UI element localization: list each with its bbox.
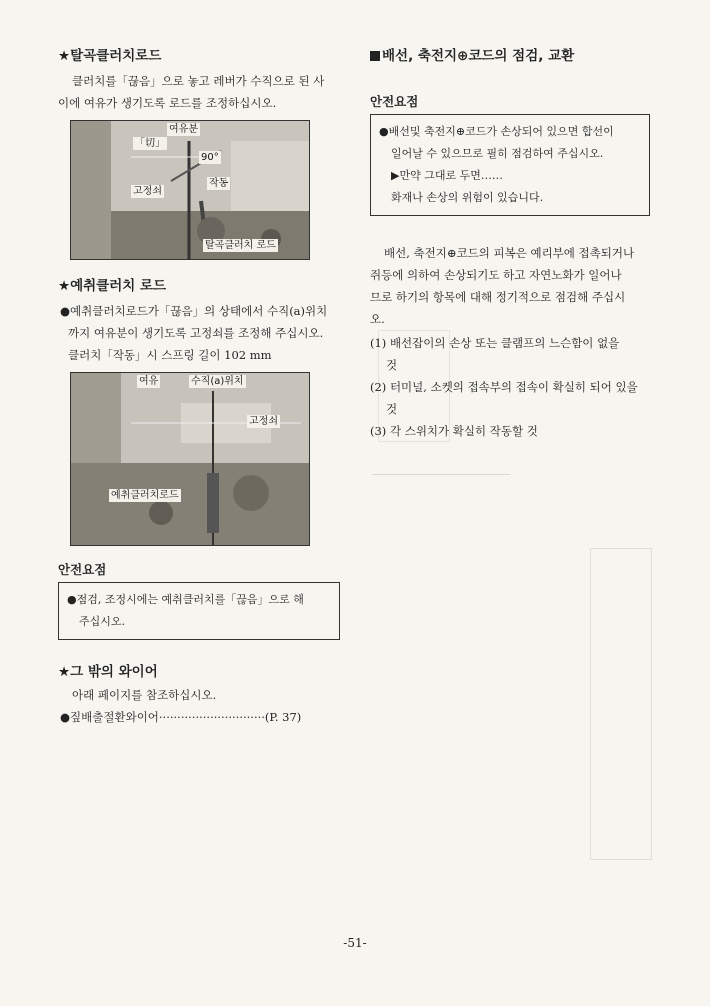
reference-dots: ·····························: [158, 710, 265, 724]
safety-box: [370, 114, 650, 216]
body-text: 까지 여유분이 생기도록 고정쇠를 조정해 주십시오.: [68, 326, 324, 340]
body-text: 오.: [370, 312, 385, 326]
bleed-through-table: [590, 548, 652, 860]
body-text: 아래 페이지를 참조하십시오.: [72, 688, 217, 702]
label-cutting-rod: 예취클러치로드: [111, 490, 179, 501]
section-heading-cutting-rod: ★예취클러치 로드: [58, 278, 167, 294]
section-heading-wiring: [370, 46, 652, 66]
section-heading-threshing-rod: ★탈곡클러치로드: [58, 48, 162, 64]
body-text: 므로 하기의 항목에 대해 정기적으로 점검해 주십시: [370, 290, 626, 304]
label-operate: 작동: [209, 178, 229, 189]
right-column: [370, 46, 652, 442]
reference-page: (P. 37): [264, 710, 302, 724]
page-number: -51-: [343, 936, 367, 950]
label-lock: 고정쇠: [133, 186, 162, 197]
list-item-cont: 것: [386, 358, 398, 372]
body-text: 클러치를「끊음」으로 놓고 레버가 수직으로 된 사: [72, 74, 325, 88]
safety-text: ▶만약 그대로 두면……: [391, 169, 503, 182]
safety-text: 화재나 손상의 위험이 있습니다.: [391, 191, 544, 204]
body-text: 쥐등에 의하여 손상되기도 하고 자연노화가 일어나: [370, 268, 622, 282]
list-item: (3) 각 스위치가 확실히 작동할 것: [370, 424, 538, 438]
reference-line: [58, 706, 340, 728]
photo-illustration: [71, 373, 309, 545]
bleed-through-text: ───────────────────────: [372, 470, 511, 481]
safety-title: 안전요점: [58, 562, 107, 577]
safety-text: 주십시오.: [79, 615, 126, 628]
label-90-degrees: 90°: [201, 152, 219, 163]
body-text: 클러치「작동」시 스프링 길이 102 mm: [68, 348, 272, 362]
photo-cutting-clutch-rod: [70, 372, 310, 546]
list-item: [370, 332, 652, 376]
inspection-paragraph: [370, 242, 652, 330]
left-column: [58, 46, 340, 728]
safety-text: 일어날 수 있으므로 필히 점검하여 주십시오.: [391, 147, 604, 160]
reference-label: ●짚배출절환와이어: [60, 710, 159, 724]
label-cut: 「切」: [135, 138, 165, 149]
label-play: 여유: [139, 376, 159, 387]
bullet-text: ●예취클러치로드가「끊음」의 상태에서 수직(a)위치: [60, 304, 328, 318]
safety-box: [58, 582, 340, 640]
body-text: 배선, 축전지⊕코드의 피복은 예리부에 접촉되거나: [384, 246, 635, 260]
list-item-text: (2) 터미널, 소켓의 접속부의 접속이 확실히 되어 있을: [370, 380, 638, 394]
label-play: 여유분: [169, 124, 198, 135]
heading-text: 배선, 축전지⊕코드의 점검, 교환: [382, 48, 575, 64]
list-item-cont: 것: [386, 402, 398, 416]
safety-text: ●점검, 조정시에는 예취클러치를「끊음」으로 해: [67, 593, 304, 606]
safety-title: 안전요점: [370, 94, 419, 109]
label-lock: 고정쇠: [249, 416, 278, 427]
inspection-list: [370, 332, 652, 442]
square-bullet-icon: [370, 51, 380, 61]
label-threshing-rod: 탈곡클러치 로드: [205, 240, 276, 251]
section-heading-other-wires: ★그 밖의 와이어: [58, 664, 158, 680]
list-item-text: (1) 배선잡이의 손상 또는 클램프의 느슨함이 없을: [370, 336, 620, 350]
body-text: 이에 여유가 생기도록 로드를 조정하십시오.: [58, 96, 277, 110]
safety-text: ●배선및 축전지⊕코드가 손상되어 있으면 합선이: [379, 125, 614, 138]
list-item: [370, 376, 652, 420]
photo-threshing-clutch-rod: [70, 120, 310, 260]
label-vertical-position: 수직(a)위치: [191, 376, 244, 387]
